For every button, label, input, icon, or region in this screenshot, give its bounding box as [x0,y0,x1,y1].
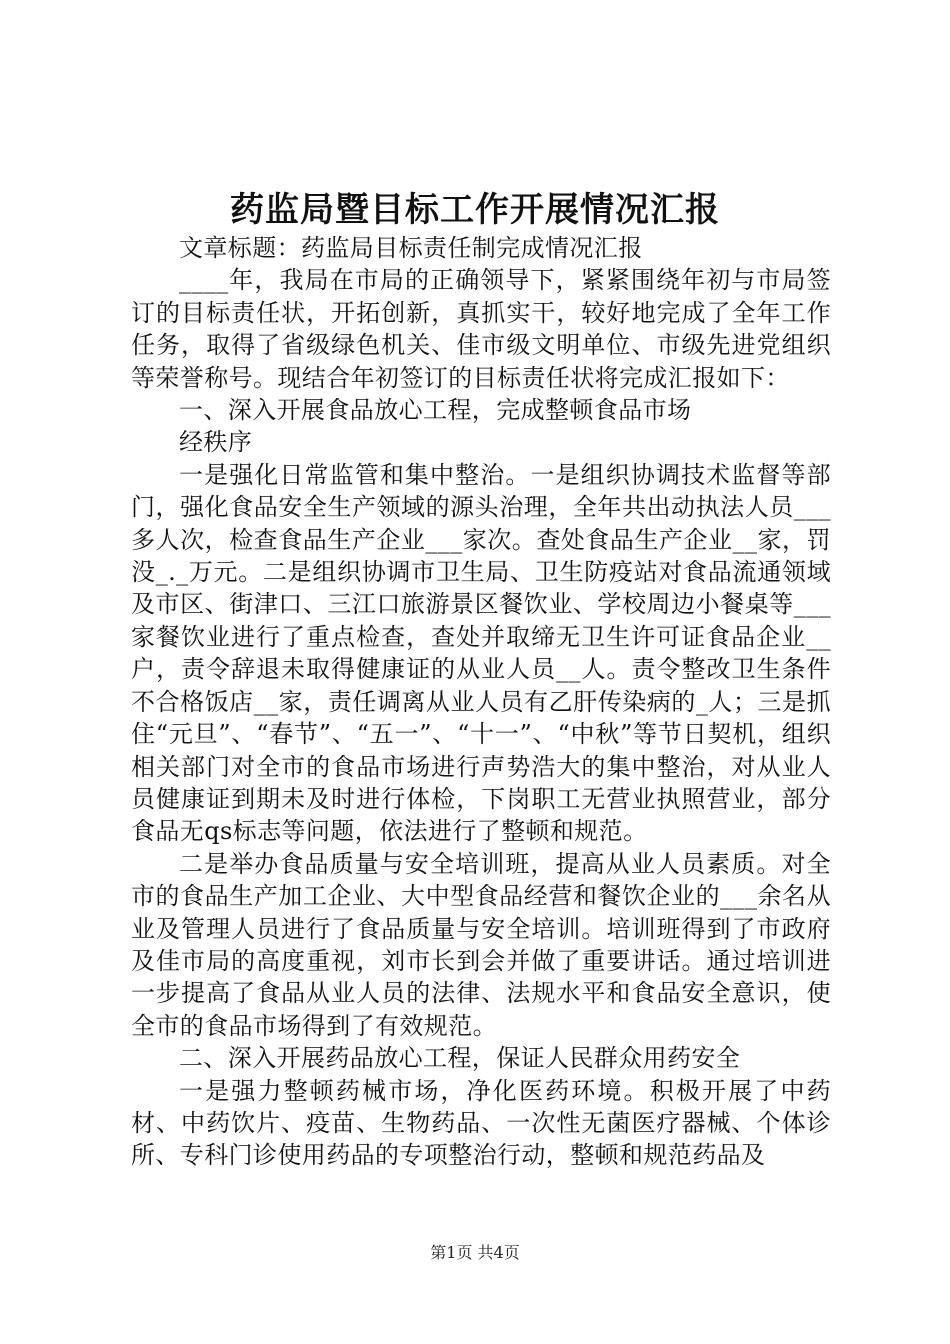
page-number-footer: 第1页 共4页 [430,1243,520,1262]
section-heading-2: 二、深入开展药品放心工程，保证人民群众用药安全 [179,1044,741,1073]
document-body [131,232,831,1172]
document-title: 药监局暨目标工作开展情况汇报 [230,190,720,230]
article-title-line: 文章标题：药监局目标责任制完成情况汇报 [179,234,643,262]
paragraph-drug-market: 一是强力整顿药械市场，净化医药环境。积极开展了中药材、中药饮片、疫苗、生物药品、一次性无菌医疗器械、个体诊所、专科门诊使用药品的专项整治行动，整顿和规范药品及 [131,1076,831,1170]
intro-paragraph: ____年，我局在市局的正确领导下，紧紧围绕年初与市局签订的目标责任状，开拓创新，真抓实干，较好地完成了全年工作任务，取得了省级绿色机关、佳市级文明单位、市级先进党组织等荣誉称号。现结合年初签订的目标责任状将完成汇报如下： [131,266,831,392]
section-heading-1-continued: 经秩序 [179,428,253,457]
paragraph-daily-supervision: 一是强化日常监管和集中整治。一是组织协调技术监督等部门，强化食品安全生产领域的源头治理，全年共出动执法人员___多人次，检查食品生产企业___家次。查处食品生产企业__家，罚没_._万元。二是组织协调市卫生局、卫生防疫站对食品流通领域及市区、街津口、三江口旅游景区餐饮业、学校周边小餐桌等___家餐饮业进行了重点检查，查处并取缔无卫生许可证食品企业__户，责令辞退未取得健康证的从业人员__人。责令整改卫生条件不合格饭店__家，责任调离从业人员有乙肝传染病的_人；三是抓住“元旦”、“春节”、“五一”、“十一”、“中秋”等节日契机，组织相关部门对全市的食品市场进行声势浩大的集中整治，对从业人员健康证到期未及时进行体检，下岗职工无营业执照营业，部分食品无qs标志等问题，依法进行了整顿和规范。 [131,460,831,846]
section-heading-1: 一、深入开展食品放心工程，完成整顿食品市场 [179,396,692,425]
paragraph-training: 二是举办食品质量与安全培训班，提高从业人员素质。对全市的食品生产加工企业、大中型食品经营和餐饮企业的___余名从业及管理人员进行了食品质量与安全培训。培训班得到了市政府及佳市局的高度重视，刘市长到会并做了重要讲话。通过培训进一步提高了食品从业人员的法律、法规水平和食品安全意识，使全市的食品市场得到了有效规范。 [131,849,831,1040]
